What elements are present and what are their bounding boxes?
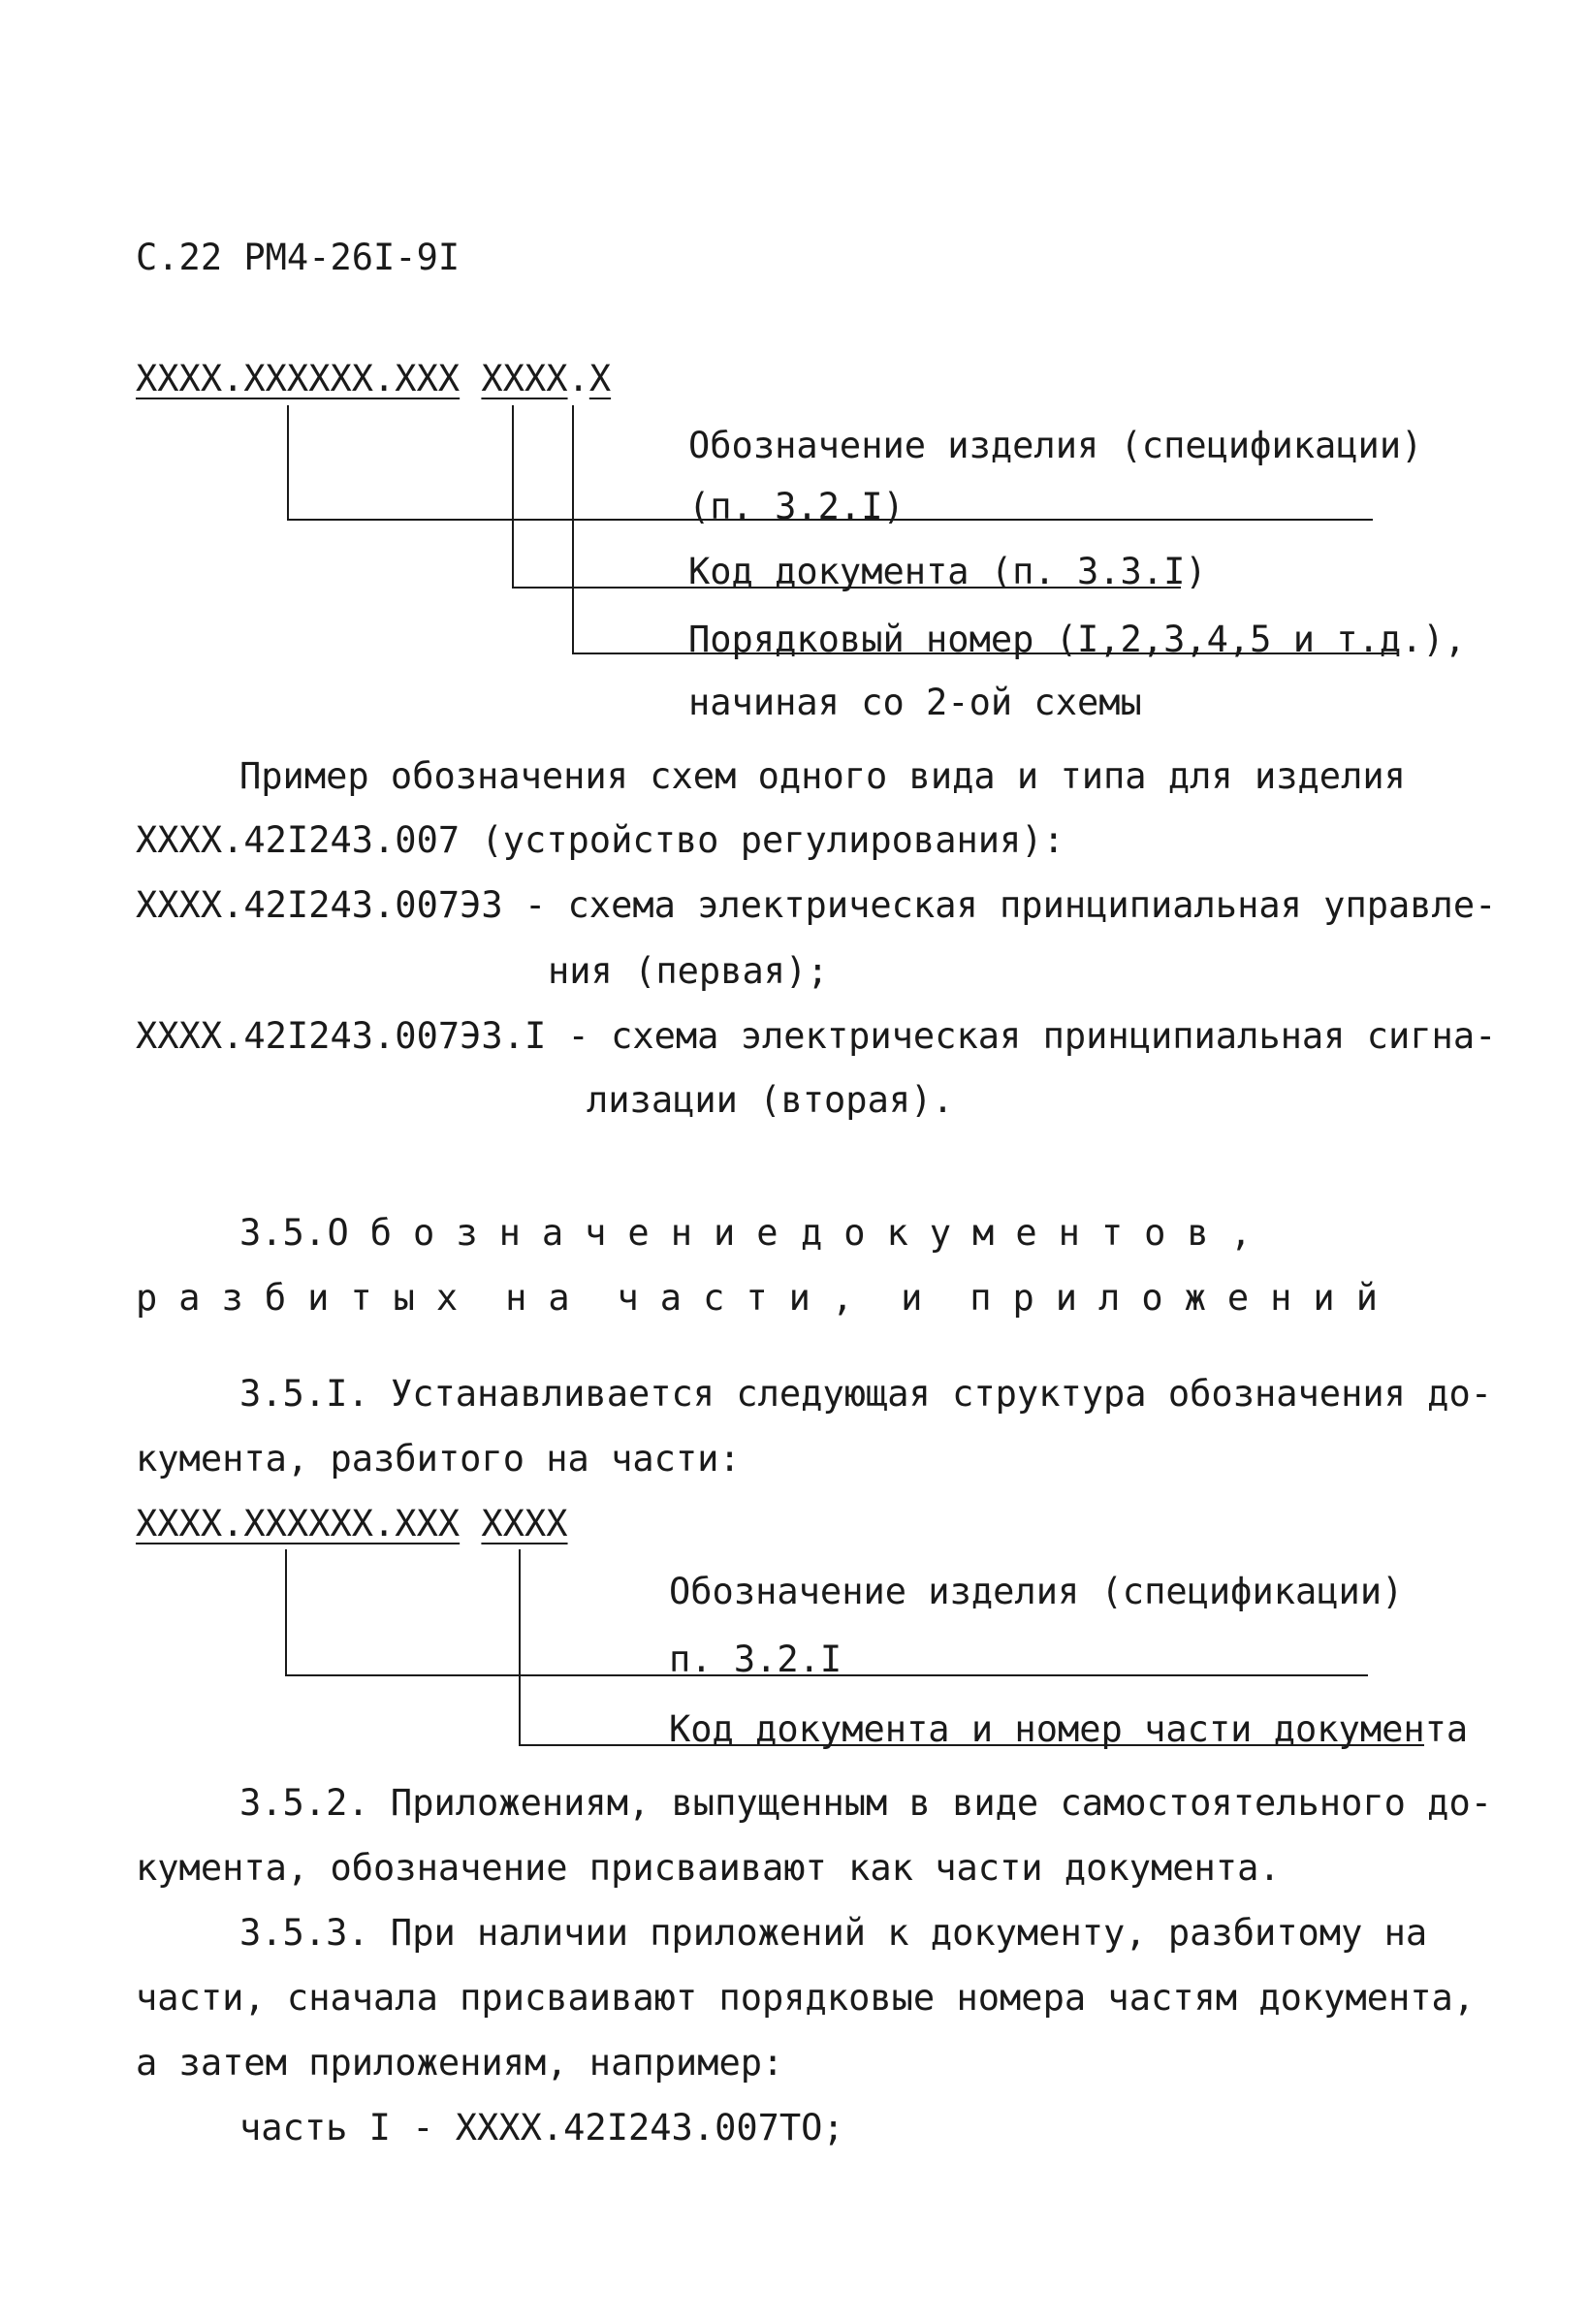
paragraph-line: кумента, обозначение присваивают как части документа. xyxy=(136,1847,1281,1889)
scheme2-code xyxy=(136,1503,568,1544)
scheme2-label-product-ref: п. 3.2.I xyxy=(669,1639,842,1680)
scheme1-code xyxy=(136,358,612,399)
paragraph-line: а затем приложениям, например: xyxy=(136,2042,784,2084)
scheme1-code-document: XXXX xyxy=(481,358,568,399)
section-number: 3.5. xyxy=(239,1212,327,1254)
scheme2-connector-line xyxy=(285,1549,287,1675)
scheme1-label-ordinal-cont: начиная со 2-ой схемы xyxy=(688,682,1142,723)
scheme1-code-ordinal: X xyxy=(588,358,612,399)
section-heading-word: и xyxy=(901,1277,944,1319)
scheme1-code-product: XXXX.XXXXXX.XXX xyxy=(136,358,461,399)
example-intro-line: XXXX.42I243.007 (устройство регулирования): xyxy=(136,819,1065,861)
section-heading-line-1 xyxy=(239,1212,1273,1254)
section-heading-word: Обозначение xyxy=(327,1212,800,1254)
paragraph-line: кумента, разбитого на части: xyxy=(136,1438,741,1480)
page-header: С.22 РМ4-26I-9I xyxy=(136,237,461,278)
section-heading-word: на xyxy=(505,1277,591,1319)
scheme1-connector-line xyxy=(512,405,514,588)
scheme1-label-product: Обозначение изделия (спецификации) xyxy=(688,425,1423,466)
scheme1-label-doc-code: Код документа (п. 3.3.I) xyxy=(688,551,1207,592)
scheme2-label-doc-code: Код документа и номер части документа xyxy=(669,1708,1469,1750)
example-item-line: ния (первая); xyxy=(548,950,829,992)
scheme2-connector-line xyxy=(519,1549,521,1745)
section-heading-word: документов, xyxy=(800,1212,1273,1254)
section-heading-line-2 xyxy=(136,1277,1399,1319)
scheme2-code-document: XXXX xyxy=(481,1503,568,1544)
example-item-line: XXXX.42I243.007ЭЗ.I - схема электрическая принципиальная сигна- xyxy=(136,1015,1497,1057)
scheme2-label-product: Обозначение изделия (спецификации) xyxy=(669,1571,1404,1612)
example-intro-line: Пример обозначения схем одного вида и типа для изделия xyxy=(239,755,1406,797)
example-item-line: XXXX.42I243.007ЭЗ - схема электрическая принципиальная управле- xyxy=(136,884,1497,926)
paragraph-line: части, сначала присваивают порядковые номера частям документа, xyxy=(136,1977,1476,2019)
scheme1-label-ordinal: Порядковый номер (I,2,3,4,5 и т.д.), xyxy=(688,619,1466,660)
scheme1-label-product-ref: (п. 3.2.I) xyxy=(688,486,905,527)
section-heading-word: разбитых xyxy=(136,1277,480,1319)
section-heading-word: приложений xyxy=(969,1277,1399,1319)
section-heading-word: части, xyxy=(617,1277,875,1319)
scheme2-code-product: XXXX.XXXXXX.XXX xyxy=(136,1503,461,1544)
scheme1-connector-line xyxy=(287,405,289,520)
paragraph-line: 3.5.2. Приложениям, выпущенным в виде самостоятельного до- xyxy=(239,1782,1493,1824)
scheme1-connector-line xyxy=(572,405,574,653)
paragraph-line: 3.5.3. При наличии приложений к документу, разбитому на xyxy=(239,1912,1428,1954)
example-item-line: лизации (вторая). xyxy=(587,1079,954,1121)
paragraph-line: 3.5.I. Устанавливается следующая структура обозначения до- xyxy=(239,1373,1493,1415)
paragraph-line: часть I - XXXX.42I243.007ТО; xyxy=(239,2107,844,2149)
scheme1-code-dot: . xyxy=(567,358,589,399)
